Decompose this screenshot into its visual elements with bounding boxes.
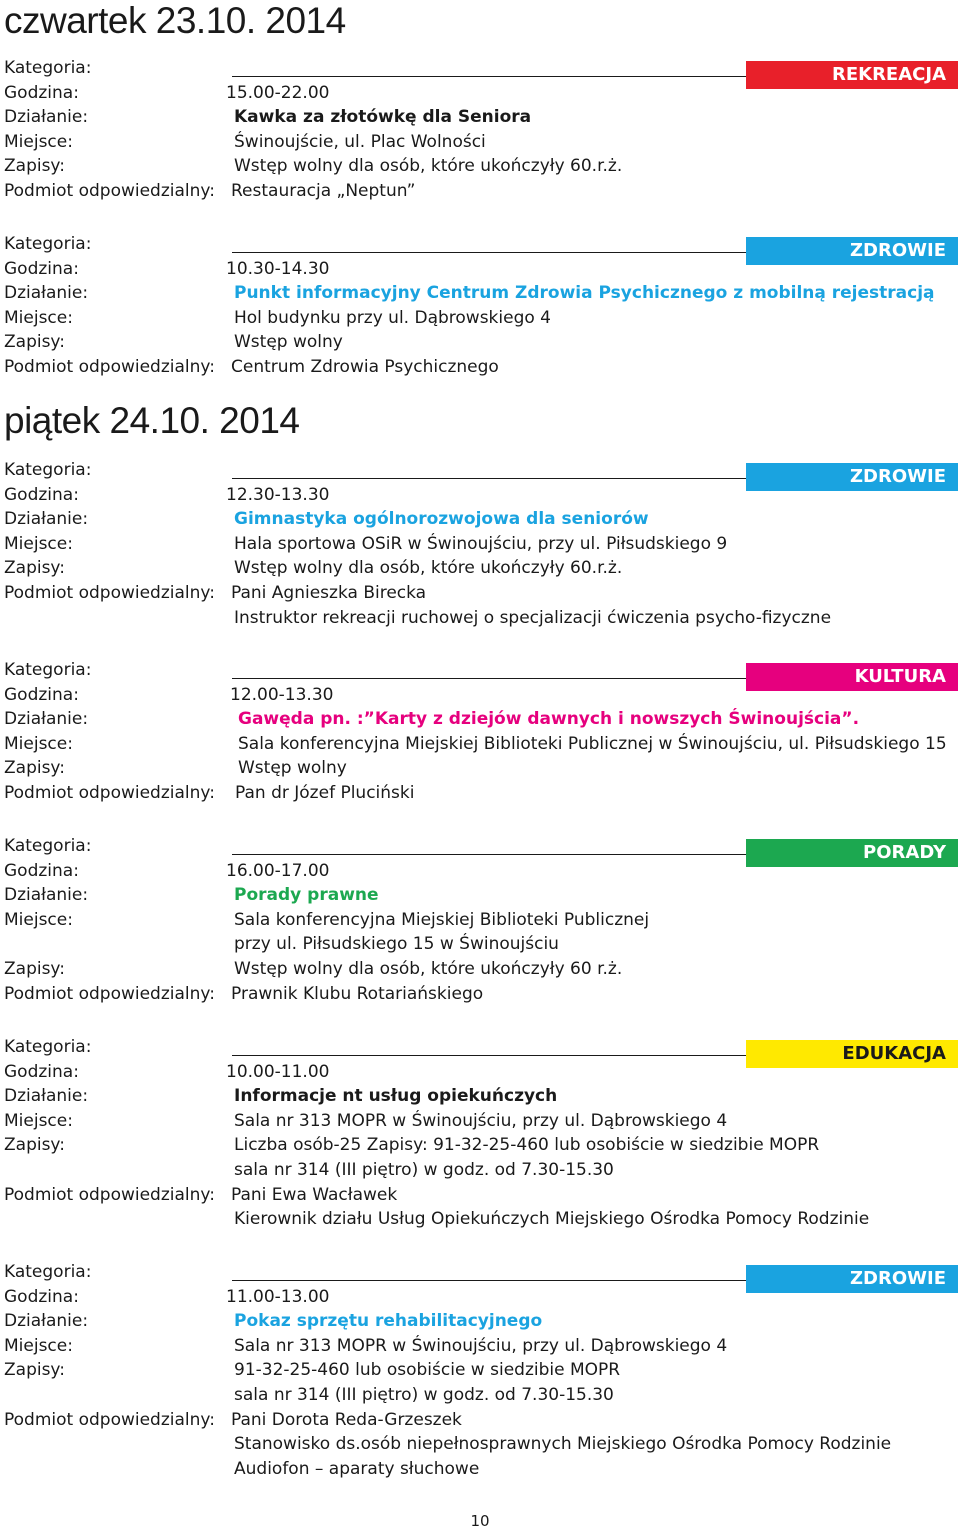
category-label: Kategoria: [4, 460, 92, 480]
event-value: Hol budynku przy ul. Dąbrowskiego 4 [234, 308, 551, 328]
event-value: 15.00-22.00 [226, 83, 330, 103]
signup-label: Zapisy: [4, 1360, 65, 1380]
category-rule [232, 478, 746, 479]
category-badge: REKREACJA [746, 61, 958, 89]
responsible-label: Podmiot odpowiedzialny: [4, 783, 215, 803]
event-value: 16.00-17.00 [226, 861, 330, 881]
event-value: Pani Agnieszka Birecka [231, 583, 427, 603]
event-value: Sala konferencyjna Miejskiej Biblioteki Publicznej w Świnoujściu, ul. Piłsudskiego 15 [238, 734, 947, 754]
event-value: 10.00-11.00 [226, 1062, 330, 1082]
event-title: Gimnastyka ogólnorozwojowa dla seniorów [234, 509, 649, 529]
action-label: Działanie: [4, 709, 89, 729]
event-value: Hala sportowa OSiR w Świnoujściu, przy ul. Piłsudskiego 9 [234, 534, 728, 554]
responsible-label: Podmiot odpowiedzialny: [4, 1185, 215, 1205]
event-value: Wstęp wolny [234, 332, 343, 352]
time-label: Godzina: [4, 685, 79, 705]
event-title: Porady prawne [234, 885, 379, 905]
event-title: Punkt informacyjny Centrum Zdrowia Psychicznego z mobilną rejestracją [234, 283, 935, 303]
signup-label: Zapisy: [4, 332, 65, 352]
signup-label: Zapisy: [4, 758, 65, 778]
event-title: Pokaz sprzętu rehabilitacyjnego [234, 1311, 543, 1331]
event-value: Restauracja „Neptun” [231, 181, 416, 201]
category-badge: ZDROWIE [746, 237, 958, 265]
category-rule [232, 1055, 746, 1056]
event-value: sala nr 314 (III piętro) w godz. od 7.30-15.30 [234, 1385, 614, 1405]
time-label: Godzina: [4, 1287, 79, 1307]
category-badge: PORADY [746, 839, 958, 867]
event-value: Wstęp wolny [238, 758, 347, 778]
category-label: Kategoria: [4, 836, 92, 856]
event-value: Instruktor rekreacji ruchowej o specjalizacji ćwiczenia psycho-fizyczne [234, 608, 832, 628]
event-value: przy ul. Piłsudskiego 15 w Świnoujściu [234, 934, 559, 954]
signup-label: Zapisy: [4, 558, 65, 578]
event-value: Centrum Zdrowia Psychicznego [231, 357, 499, 377]
category-badge: EDUKACJA [746, 1040, 958, 1068]
time-label: Godzina: [4, 83, 79, 103]
responsible-label: Podmiot odpowiedzialny: [4, 181, 215, 201]
event-value: 12.00-13.30 [230, 685, 334, 705]
event-title: Informacje nt usług opiekuńczych [234, 1086, 558, 1106]
page-number: 10 [470, 1512, 490, 1530]
category-label: Kategoria: [4, 58, 92, 78]
event-value: Stanowisko ds.osób niepełnosprawnych Miejskiego Ośrodka Pomocy Rodzinie [234, 1434, 892, 1454]
category-label: Kategoria: [4, 660, 92, 680]
event-value: Pan dr Józef Pluciński [235, 783, 415, 803]
category-label: Kategoria: [4, 1037, 92, 1057]
category-badge: ZDROWIE [746, 463, 958, 491]
signup-label: Zapisy: [4, 959, 65, 979]
place-label: Miejsce: [4, 734, 73, 754]
time-label: Godzina: [4, 259, 79, 279]
category-rule [232, 854, 746, 855]
action-label: Działanie: [4, 509, 89, 529]
action-label: Działanie: [4, 283, 89, 303]
event-title: Kawka za złotówkę dla Seniora [234, 107, 532, 127]
responsible-label: Podmiot odpowiedzialny: [4, 583, 215, 603]
event-value: sala nr 314 (III piętro) w godz. od 7.30-15.30 [234, 1160, 614, 1180]
signup-label: Zapisy: [4, 156, 65, 176]
signup-label: Zapisy: [4, 1135, 65, 1155]
responsible-label: Podmiot odpowiedzialny: [4, 984, 215, 1004]
event-value: 91-32-25-460 lub osobiście w siedzibie MOPR [234, 1360, 621, 1380]
category-badge: ZDROWIE [746, 1265, 958, 1293]
responsible-label: Podmiot odpowiedzialny: [4, 357, 215, 377]
event-value: 12.30-13.30 [226, 485, 330, 505]
day-heading-thursday: czwartek 23.10. 2014 [4, 0, 346, 41]
event-value: Prawnik Klubu Rotariańskiego [231, 984, 484, 1004]
event-value: Wstęp wolny dla osób, które ukończyły 60.r.ż. [234, 156, 623, 176]
event-title: Gawęda pn. :”Karty z dziejów dawnych i nowszych Świnoujścia”. [238, 709, 860, 729]
event-value: Kierownik działu Usług Opiekuńczych Miejskiego Ośrodka Pomocy Rodzinie [234, 1209, 870, 1229]
event-value: Sala nr 313 MOPR w Świnoujściu, przy ul. Dąbrowskiego 4 [234, 1111, 728, 1131]
action-label: Działanie: [4, 107, 89, 127]
event-value: 10.30-14.30 [226, 259, 330, 279]
event-value: Wstęp wolny dla osób, które ukończyły 60.r.ż. [234, 558, 623, 578]
place-label: Miejsce: [4, 534, 73, 554]
category-rule [232, 678, 746, 679]
place-label: Miejsce: [4, 1336, 73, 1356]
action-label: Działanie: [4, 1311, 89, 1331]
place-label: Miejsce: [4, 1111, 73, 1131]
category-rule [232, 252, 746, 253]
category-rule [232, 76, 746, 77]
event-value: Świnoujście, ul. Plac Wolności [234, 132, 486, 152]
time-label: Godzina: [4, 861, 79, 881]
event-value: Liczba osób-25 Zapisy: 91-32-25-460 lub osobiście w siedzibie MOPR [234, 1135, 820, 1155]
place-label: Miejsce: [4, 132, 73, 152]
category-label: Kategoria: [4, 234, 92, 254]
place-label: Miejsce: [4, 308, 73, 328]
event-value: Sala konferencyjna Miejskiej Biblioteki Publicznej [234, 910, 650, 930]
event-value: Sala nr 313 MOPR w Świnoujściu, przy ul. Dąbrowskiego 4 [234, 1336, 728, 1356]
category-label: Kategoria: [4, 1262, 92, 1282]
event-value: Pani Dorota Reda-Grzeszek [231, 1410, 462, 1430]
time-label: Godzina: [4, 485, 79, 505]
action-label: Działanie: [4, 1086, 89, 1106]
day-heading-friday: piątek 24.10. 2014 [4, 400, 300, 441]
category-rule [232, 1280, 746, 1281]
time-label: Godzina: [4, 1062, 79, 1082]
action-label: Działanie: [4, 885, 89, 905]
event-value: Audiofon – aparaty słuchowe [234, 1459, 480, 1479]
event-value: Wstęp wolny dla osób, które ukończyły 60 r.ż. [234, 959, 623, 979]
place-label: Miejsce: [4, 910, 73, 930]
event-value: Pani Ewa Wacławek [231, 1185, 398, 1205]
event-value: 11.00-13.00 [226, 1287, 330, 1307]
responsible-label: Podmiot odpowiedzialny: [4, 1410, 215, 1430]
category-badge: KULTURA [746, 663, 958, 691]
